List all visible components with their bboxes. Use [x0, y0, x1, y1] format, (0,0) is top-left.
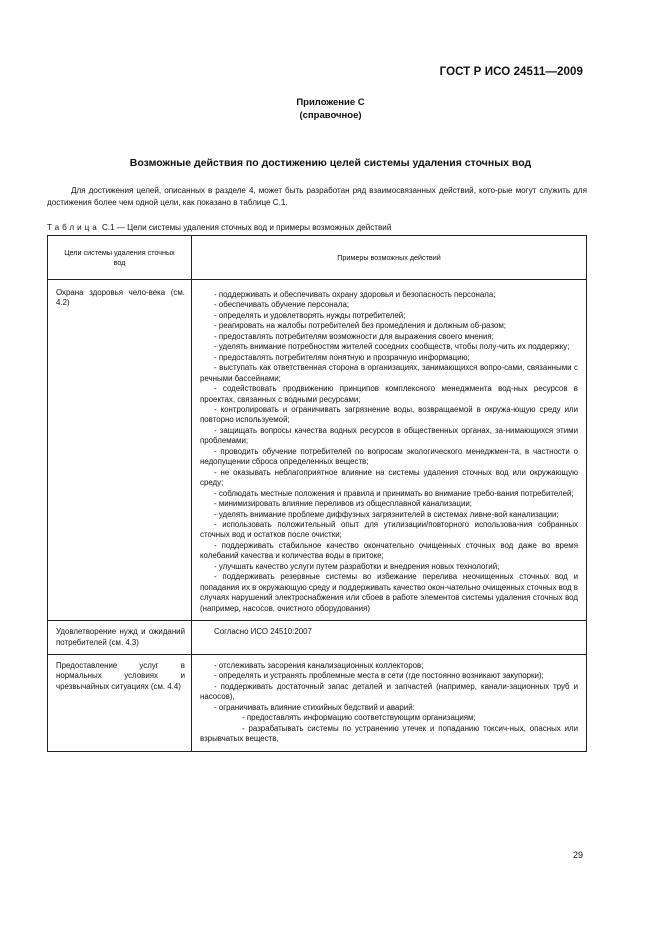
list-item: - поддерживать и обеспечивать охрану здоровья и безопасность персонала; [214, 290, 496, 299]
list-item: - защищать вопросы качества водных ресурсов в общественных органах, за-нимающихся этими проблемами; [200, 425, 578, 446]
goal-cell [48, 621, 192, 655]
actions-list [192, 655, 586, 751]
list-item: - поддерживать стабильное качество окончательно очищенных сточных вод даже во время колебаний качества и количества воды в притоке; [200, 540, 578, 561]
header-goals: Цели системы удаления сточных вод [48, 236, 192, 280]
header-actions: Примеры возможных действий [192, 236, 587, 280]
table-row [48, 280, 587, 621]
list-item: - содействовать продвижению принципов комплексного менеджмента вод-ных ресурсов в проектах, связанных с водными ресурсами; [200, 384, 578, 404]
table-caption [47, 223, 391, 232]
list-item: - улучшать качество услуги путем разработки и внедрения новых технологий; [214, 561, 500, 571]
appendix-title: Приложение С [296, 97, 365, 108]
actions-cell [192, 280, 587, 621]
list-item: - поддерживать достаточный запас деталей и запчастей (например, канали-зационных труб и насосов), [200, 681, 578, 702]
goal-text: Предоставление услуг в нормальных условиях и чрезвычайных ситуациях (см. 4.4) [56, 660, 185, 691]
list-item: - проводить обучение потребителей по вопросам экологического менеджмен-та, в частности о недопущении сброса определенных веществ; [200, 446, 578, 467]
goals-actions-table [47, 235, 587, 752]
goal-text: Удовлетворение нужд и ожиданий потребителей (см. 4.3) [56, 627, 185, 647]
actions-list [192, 280, 586, 620]
table-caption-text: С.1 — Цели системы удаления сточных вод и примеры возможных действий [101, 223, 392, 232]
page-number: 29 [572, 850, 583, 860]
table-row [48, 654, 587, 751]
list-item: - использовать положительный опыт для утилизации/повторного использова-ния собранных сточных вод и остатков после очистки; [200, 519, 578, 540]
list-item: Согласно ИСО 24510:2007 [214, 627, 312, 637]
list-item: - предоставлять потребителям понятную и прозрачную информацию; [214, 352, 470, 362]
actions-cell [192, 654, 587, 751]
list-item: - уделять внимание потребностям жителей соседних сообществ, чтобы полу-чить их поддержку; [214, 342, 570, 352]
list-item: - определять и удовлетворять нужды потребителей; [214, 310, 406, 320]
goal-cell [48, 654, 192, 751]
list-item: - не оказывать неблагоприятное влияние на системы удаления сточных вод или окружающую среду; [200, 467, 578, 488]
document-code-header: ГОСТ Р ИСО 24511—2009 [439, 66, 583, 78]
actions-list [192, 621, 586, 643]
sub-list-item: - предоставлять информацию соответствующим организациям; [242, 713, 476, 723]
table-caption-prefix: Таблица [47, 223, 100, 232]
table-row [48, 621, 587, 655]
list-item: - предоставлять потребителям возможности для выражения своего мнения; [214, 331, 494, 341]
section-title: Возможные действия по достижению целей системы удаления сточных вод [129, 157, 532, 169]
intro-paragraph: Для достижения целей, описанных в разделе 4, может быть разработан ряд взаимосвязанных действий, кото-рые могут служить для достижения более чем одной цели, как показано в таблице С.1. [47, 186, 587, 207]
appendix-note: (справочное) [299, 110, 362, 121]
list-item: - контролировать и ограничивать загрязнение воды, возвращаемой в окружа-ющую среду или повторно используемой; [200, 404, 578, 425]
list-item: - определять и устранять проблемные места в сети (где постоянно возникают закупорки); [214, 671, 544, 681]
appendix-heading [0, 96, 661, 122]
list-item: - реагировать на жалобы потребителей без промедления и должным об-разом; [214, 321, 506, 331]
actions-cell [192, 621, 587, 655]
sub-list-item: - разрабатывать системы по устранению утечек и попаданию токсич-ных, опасных или взрывчатых веществ, [200, 723, 578, 744]
goal-text: Охрана здоровья чело-века (см. 4.2) [56, 288, 185, 308]
list-item: - обеспечивать обучение персонала; [214, 300, 350, 310]
list-item: - отслеживать засорения канализационных коллекторов; [214, 660, 424, 670]
list-item: - соблюдать местные положения и правила и принимать во внимание требо-вания потребителей; [214, 488, 574, 498]
list-item: - выступать как ответственная сторона в организациях, занимающихся вопро-сами, связанными с речными бассейнами; [200, 363, 578, 383]
list-item: - минимизировать влияние переливов из общесплавной канализации; [214, 499, 472, 509]
list-item: - поддерживать резервные системы во избежание перелива неочищенных сточных вод и попадания их в окружающую среду и поддерживать качество окон-чательно очищенных сточных вод в случаях нарушений электроснабжения или сбоев в работе элементов системы удаления сточных вод (например, насосов, очистного оборудования) [200, 572, 578, 613]
table-header-row [48, 236, 587, 280]
list-item: - уделять внимание проблеме диффузных загрязнителей в системах ливне-вой канализации; [214, 509, 559, 519]
list-item: - ограничивать влияние стихийных бедствий и аварий: [214, 702, 415, 712]
goal-cell [48, 280, 192, 621]
